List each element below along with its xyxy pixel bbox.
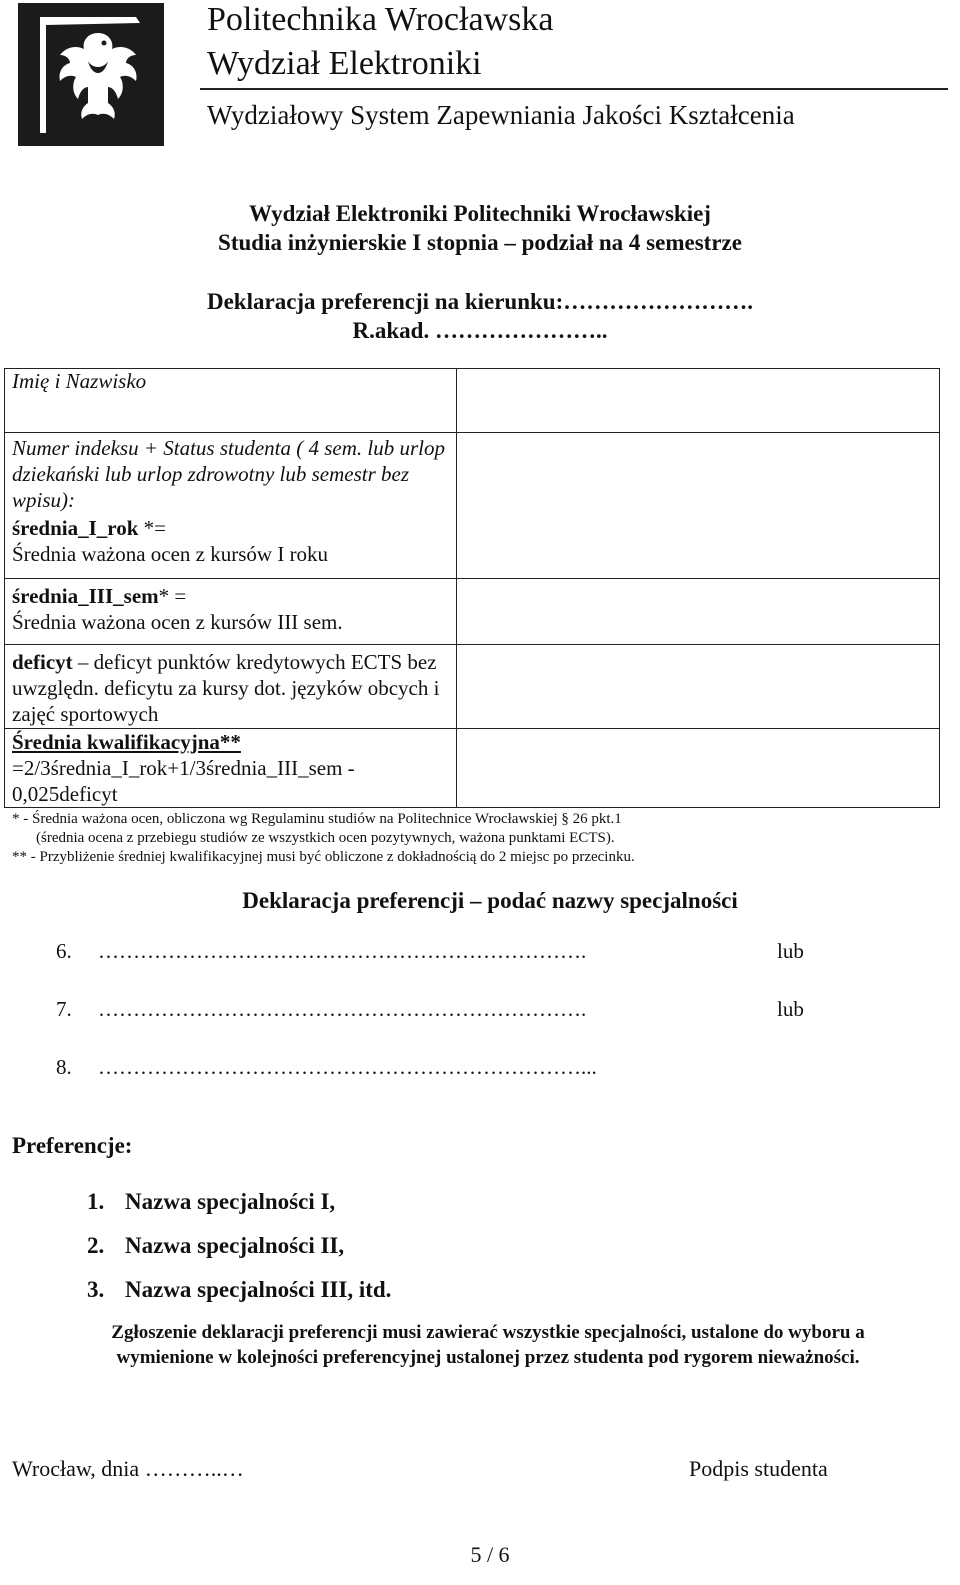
avg-first-year-key: średnia_I_rok xyxy=(12,516,139,540)
qualifying-average-field[interactable] xyxy=(457,729,940,808)
table-row xyxy=(5,433,940,579)
student-data-table xyxy=(4,368,940,808)
declaration-dots: ……………………………………………………………. xyxy=(98,997,587,1021)
preference-number: 2. xyxy=(87,1233,105,1258)
deficit-label xyxy=(12,649,450,727)
avg-third-sem-desc: Średnia ważona ocen z kursów III sem. xyxy=(12,610,343,634)
footnote-weighted-average: * - Średnia ważona ocen, obliczona wg Regulaminu studiów na Politechnice Wrocławskiej § 26 pkt.1 xyxy=(12,811,622,827)
document-title-declaration: Deklaracja preferencji na kierunku:……………………. xyxy=(206,289,753,314)
logo-graphic xyxy=(18,3,164,146)
requirement-line-2: wymienione w kolejności preferencyjnej ustalonej przez studenta pod rygorem nieważności. xyxy=(116,1347,860,1368)
list-item xyxy=(87,1277,391,1303)
list-item xyxy=(87,1189,335,1215)
avg-first-year-label xyxy=(12,515,450,541)
document-title-year: R.akad. ………………….. xyxy=(352,318,608,343)
university-name: Politechnika Wrocławska xyxy=(207,1,554,38)
header-divider xyxy=(200,88,948,90)
name-field[interactable] xyxy=(457,369,940,433)
avg-first-year-eq: *= xyxy=(138,516,167,540)
table-row xyxy=(5,645,940,729)
preference-number: 1. xyxy=(87,1189,105,1214)
preference-text: Nazwa specjalności II, xyxy=(125,1233,345,1258)
qualifying-average-key: Średnia kwalifikacyjna** xyxy=(12,730,241,754)
table-row xyxy=(5,369,940,433)
index-status-field[interactable] xyxy=(457,433,940,579)
requirement-line-1: Zgłoszenie deklaracji preferencji musi zawierać wszystkie specjalności, ustalone do wyboru a xyxy=(111,1322,865,1343)
list-item xyxy=(87,1233,344,1259)
avg-third-sem-field[interactable] xyxy=(457,579,940,645)
deficit-field[interactable] xyxy=(457,645,940,729)
declaration-title: Deklaracja preferencji – podać nazwy specjalności xyxy=(242,888,738,913)
name-label: Imię i Nazwisko xyxy=(12,369,147,393)
place-date-field[interactable]: Wrocław, dnia ………..… xyxy=(12,1456,244,1481)
footnote-average-explanation: (średnia ocena z przebiegu studiów ze wszystkich ocen pozytywnych, ważona punktami ECTS). xyxy=(36,830,615,846)
student-signature-label: Podpis studenta xyxy=(689,1456,828,1481)
declaration-line-6[interactable] xyxy=(56,939,586,964)
declaration-line-8[interactable] xyxy=(56,1055,597,1080)
declaration-or: lub xyxy=(777,997,804,1021)
declaration-requirement-note xyxy=(0,1320,960,1370)
preference-text: Nazwa specjalności III, itd. xyxy=(125,1277,392,1302)
faculty-name: Wydział Elektroniki xyxy=(207,45,482,82)
avg-third-sem-eq: * = xyxy=(158,584,187,608)
declaration-number: 7. xyxy=(56,997,72,1021)
page-number: 5 / 6 xyxy=(470,1542,510,1567)
qualifying-average-formula: =2/3średnia_I_rok+1/3średnia_III_sem - 0,025deficyt xyxy=(12,756,355,806)
quality-system-name: Wydziałowy System Zapewniania Jakości Kształcenia xyxy=(207,100,795,130)
declaration-number: 8. xyxy=(56,1055,72,1079)
preferences-heading: Preferencje: xyxy=(12,1133,133,1158)
avg-third-sem-key: średnia_III_sem xyxy=(12,584,159,608)
avg-third-sem-label xyxy=(12,583,450,609)
deficit-key: deficyt xyxy=(12,650,73,674)
declaration-dots: ……………………………………………………………... xyxy=(98,1055,597,1079)
footnote-rounding: ** - Przybliżenie średniej kwalifikacyjnej musi być obliczone z dokładnością do 2 miejsc po przecinku. xyxy=(12,849,635,865)
footnotes xyxy=(12,810,635,867)
declaration-line-7[interactable] xyxy=(56,997,586,1022)
deficit-desc: – deficyt punktów kredytowych ECTS bez uwzględn. deficytu za kursy dot. języków obcych i zajęć sportowych xyxy=(12,650,440,726)
declaration-or: lub xyxy=(777,939,804,963)
preference-text: Nazwa specjalności I, xyxy=(125,1189,336,1214)
index-label: Numer indeksu + Status studenta ( 4 sem. lub urlop dziekański lub urlop zdrowotny lub semestr bez wpisu): xyxy=(12,436,445,512)
table-row xyxy=(5,579,940,645)
document-title-faculty: Wydział Elektroniki Politechniki Wrocławskiej xyxy=(249,201,711,226)
eagle-emblem-icon xyxy=(18,3,164,146)
declaration-dots: ……………………………………………………………. xyxy=(98,939,587,963)
document-title-study: Studia inżynierskie I stopnia – podział na 4 semestrze xyxy=(218,230,742,255)
preference-number: 3. xyxy=(87,1277,105,1302)
declaration-number: 6. xyxy=(56,939,72,963)
table-row xyxy=(5,729,940,808)
avg-first-year-desc: Średnia ważona ocen z kursów I roku xyxy=(12,542,329,566)
